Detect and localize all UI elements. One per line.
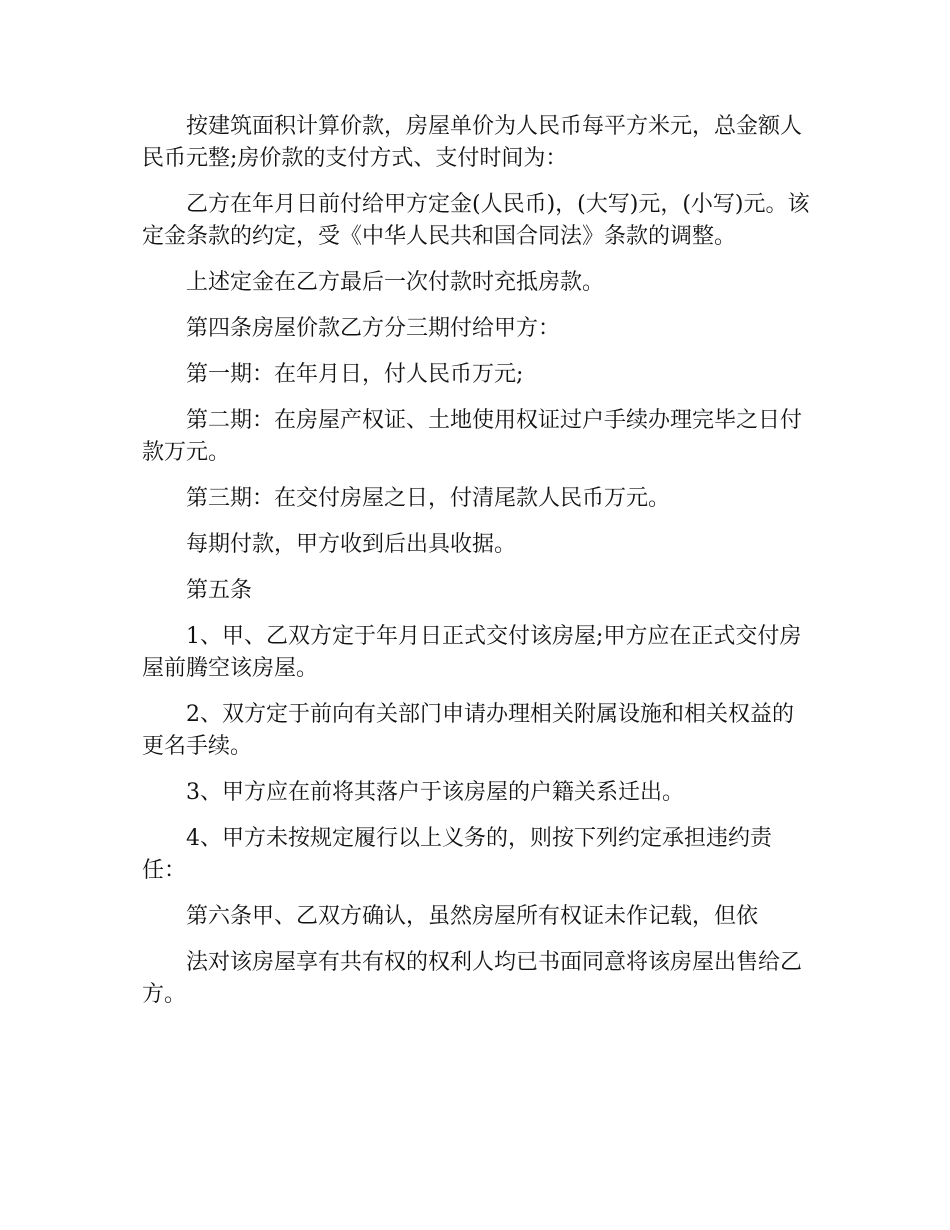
paragraph-installment-1: 第一期：在年月日，付人民币万元; [186, 362, 524, 387]
paragraph-installment-2: 第二期：在房屋产权证、土地使用权证过户手续办理完毕之日付款万元。 [142, 408, 803, 465]
paragraph-article-5-item-2: 2、双方定于前向有关部门申请办理相关附属设施和相关权益的更名手续。 [142, 702, 794, 759]
paragraph-article-5-item-4: 4、甲方未按规定履行以上义务的，则按下列约定承担违约责任： [142, 826, 772, 883]
paragraph-price-calculation: 按建筑面积计算价款，房屋单价为人民币每平方米元，总金额人民币元整;房价款的支付方式、支付时间为： [142, 114, 803, 171]
paragraph-article-5-item-3: 3、甲方应在前将其落户于该房屋的户籍关系迁出。 [186, 780, 684, 805]
paragraph-receipt: 每期付款，甲方收到后出具收据。 [186, 532, 517, 557]
paragraph-deposit: 乙方在年月日前付给甲方定金(人民币)，(大写)元，(小写)元。该定金条款的约定，受《中华人民共和国合同法》条款的调整。 [142, 192, 810, 249]
paragraph-article-4-heading: 第四条房屋价款乙方分三期付给甲方： [186, 316, 561, 341]
document-body [142, 111, 810, 1025]
paragraph-article-6: 第六条甲、乙双方确认，虽然房屋所有权证未作记载，但依 [186, 904, 759, 929]
paragraph-deposit-offset: 上述定金在乙方最后一次付款时充抵房款。 [186, 270, 605, 295]
paragraph-article-5-heading: 第五条 [186, 578, 253, 603]
paragraph-article-5-item-1: 1、甲、乙双方定于年月日正式交付该房屋;甲方应在正式交付房屋前腾空该房屋。 [142, 624, 802, 681]
paragraph-installment-3: 第三期：在交付房屋之日，付清尾款人民币万元。 [186, 486, 671, 511]
paragraph-article-6-continued: 法对该房屋享有共有权的权利人均已书面同意将该房屋出售给乙方。 [142, 950, 803, 1007]
